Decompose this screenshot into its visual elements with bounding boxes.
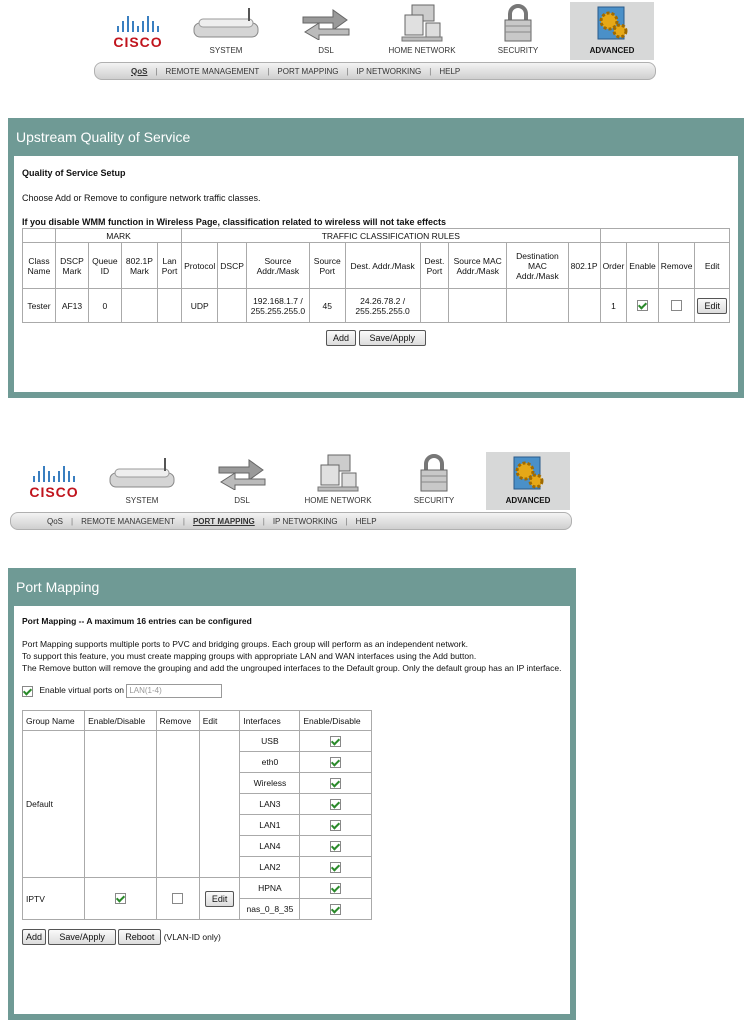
cisco-logo: CISCO (108, 16, 168, 50)
subnav-help[interactable]: HELP (355, 516, 377, 526)
interface-name: LAN2 (240, 857, 300, 878)
col-header: Source Port (309, 243, 345, 289)
interface-enable-checkbox[interactable] (330, 778, 341, 789)
cell-dscp (218, 289, 247, 323)
col-header: Lan Port (158, 243, 182, 289)
vlan-note: (VLAN-ID only) (163, 932, 221, 942)
interface-name: LAN4 (240, 836, 300, 857)
cell-edit (695, 289, 730, 323)
sub-navigation: QoS | REMOTE MANAGEMENT | PORT MAPPING | IP NETWORKING | HELP (10, 512, 572, 530)
pm-desc-3: The Remove button will remove the grouping and add the ungrouped interfaces to the Default group. Only the default group has an IP interface. (22, 663, 562, 673)
cell-dest-port (420, 289, 449, 323)
col-header: 802.1P Mark (121, 243, 157, 289)
pm-desc-2: To support this feature, you must create mapping groups with appropriate LAN and WAN interfaces using the Add button. (22, 651, 477, 661)
col-header: Destination MAC Addr./Mask (507, 243, 568, 289)
qos-warning: If you disable WMM function in Wireless Page, classification related to wireless will not take effects (22, 217, 447, 227)
gears-icon (570, 2, 654, 44)
subnav-qos[interactable]: QoS (47, 516, 64, 526)
add-button[interactable]: Add (326, 330, 356, 346)
pm-desc-1: Port Mapping supports multiple ports to PVC and bridging groups. Each group will perform as an independent network. (22, 639, 469, 649)
qos-instruction: Choose Add or Remove to configure network traffic classes. (22, 193, 261, 203)
col-header: Remove (156, 711, 199, 731)
cell-8021p-mark (121, 289, 157, 323)
nav-advanced[interactable]: ADVANCED (570, 2, 654, 60)
col-header: 802.1P (568, 243, 600, 289)
group-mark: MARK (56, 229, 182, 243)
cell-8021p (568, 289, 600, 323)
interface-name: eth0 (240, 752, 300, 773)
save-apply-button[interactable]: Save/Apply (48, 929, 116, 945)
interface-enable-checkbox[interactable] (330, 799, 341, 810)
nav-dsl[interactable]: DSL (284, 2, 368, 58)
col-header: Protocol (182, 243, 218, 289)
cell-dest: 24.26.78.2 / 255.255.255.0 (345, 289, 420, 323)
computer-icon (296, 452, 380, 494)
cell-remove (658, 289, 695, 323)
header-top (100, 0, 660, 86)
table-row (23, 731, 372, 752)
port-mapping-panel (8, 568, 576, 1020)
cell-enable (627, 289, 658, 323)
edit-button[interactable]: Edit (697, 298, 727, 314)
iptv-remove-checkbox[interactable] (172, 893, 183, 904)
lock-icon (476, 2, 560, 44)
gears-icon (486, 452, 570, 494)
subnav-ip-networking[interactable]: IP NETWORKING (272, 516, 338, 526)
subnav-port-mapping[interactable]: PORT MAPPING (192, 516, 255, 526)
col-header: Edit (695, 243, 730, 289)
col-header: Enable/Disable (300, 711, 372, 731)
col-header: Class Name (23, 243, 56, 289)
cell-dst-mac (507, 289, 568, 323)
pm-heading: Port Mapping -- A maximum 16 entries can be configured (22, 616, 252, 626)
subnav-remote-management[interactable]: REMOTE MANAGEMENT (165, 66, 260, 76)
lock-icon (392, 452, 476, 494)
interface-name: USB (240, 731, 300, 752)
cell-protocol: UDP (182, 289, 218, 323)
subnav-remote-management[interactable]: REMOTE MANAGEMENT (81, 516, 175, 526)
cell-lan-port (158, 289, 182, 323)
subnav-help[interactable]: HELP (439, 66, 461, 76)
iptv-enable-checkbox[interactable] (115, 893, 126, 904)
sub-navigation: QoS | REMOTE MANAGEMENT | PORT MAPPING | IP NETWORKING | HELP (94, 62, 656, 80)
nav-system[interactable]: SYSTEM (184, 2, 268, 58)
col-header: Enable/Disable (85, 711, 157, 731)
port-mapping-table (22, 710, 372, 920)
nav-home-network[interactable]: HOME NETWORK (380, 2, 464, 58)
group-default: Default (23, 731, 85, 878)
group-iptv: IPTV (23, 878, 85, 920)
table-row (23, 878, 372, 899)
col-header: Order (600, 243, 627, 289)
cell-queue-id: 0 (88, 289, 121, 323)
interface-name: nas_0_8_35 (240, 899, 300, 920)
nav-home-network[interactable]: HOME NETWORK (296, 452, 380, 508)
col-header: DSCP Mark (56, 243, 89, 289)
col-header: Edit (199, 711, 240, 731)
cell-source: 192.168.1.7 / 255.255.255.0 (246, 289, 309, 323)
nav-security[interactable]: SECURITY (476, 2, 560, 58)
interface-enable-checkbox[interactable] (330, 736, 341, 747)
reboot-button[interactable]: Reboot (118, 929, 161, 945)
cell-class-name: Tester (23, 289, 56, 323)
interface-name: LAN1 (240, 815, 300, 836)
interface-enable-checkbox[interactable] (330, 757, 341, 768)
qos-setup-heading: Quality of Service Setup (22, 168, 126, 178)
col-header: Source MAC Addr./Mask (449, 243, 507, 289)
cell-src-mac (449, 289, 507, 323)
virtual-ports-input[interactable]: LAN(1-4) (126, 684, 222, 698)
add-button[interactable]: Add (22, 929, 46, 945)
nav-dsl[interactable]: DSL (200, 452, 284, 508)
page-title: Upstream Quality of Service (16, 129, 191, 145)
col-header: Queue ID (88, 243, 121, 289)
nav-security[interactable]: SECURITY (392, 452, 476, 508)
interface-name: LAN3 (240, 794, 300, 815)
cell-source-port: 45 (309, 289, 345, 323)
col-header: Dest. Port (420, 243, 449, 289)
table-row (23, 289, 730, 323)
nav-advanced[interactable]: ADVANCED (486, 452, 570, 510)
col-header: Remove (658, 243, 695, 289)
enable-checkbox[interactable] (637, 300, 648, 311)
enable-virtual-ports-checkbox[interactable] (22, 686, 33, 697)
cisco-logo: CISCO (24, 466, 84, 500)
iptv-edit-button[interactable]: Edit (205, 891, 235, 907)
router-icon (100, 452, 184, 494)
col-header: DSCP (218, 243, 247, 289)
subnav-ip-networking[interactable]: IP NETWORKING (356, 66, 422, 76)
interface-name: HPNA (240, 878, 300, 899)
page-title: Port Mapping (16, 579, 100, 595)
qos-table (22, 228, 730, 323)
computer-icon (380, 2, 464, 44)
cell-dscp-mark: AF13 (56, 289, 89, 323)
arrows-icon (284, 2, 368, 44)
save-apply-button[interactable]: Save/Apply (359, 330, 427, 346)
subnav-qos[interactable]: QoS (131, 66, 148, 76)
col-header: Group Name (23, 711, 85, 731)
nav-system[interactable]: SYSTEM (100, 452, 184, 508)
col-header: Source Addr./Mask (246, 243, 309, 289)
interface-enable-checkbox[interactable] (330, 841, 341, 852)
interface-enable-checkbox[interactable] (330, 883, 341, 894)
col-header: Dest. Addr./Mask (345, 243, 420, 289)
cell-order: 1 (600, 289, 627, 323)
header-bottom (16, 450, 576, 536)
enable-virtual-ports-label: Enable virtual ports on (39, 685, 124, 696)
col-header: Enable (627, 243, 658, 289)
interface-enable-checkbox[interactable] (330, 862, 341, 873)
group-rules: TRAFFIC CLASSIFICATION RULES (182, 229, 600, 243)
interface-enable-checkbox[interactable] (330, 904, 341, 915)
qos-panel (8, 118, 744, 398)
arrows-icon (200, 452, 284, 494)
interface-enable-checkbox[interactable] (330, 820, 341, 831)
interface-name: Wireless (240, 773, 300, 794)
col-header: Interfaces (240, 711, 300, 731)
subnav-port-mapping[interactable]: PORT MAPPING (277, 66, 339, 76)
router-icon (184, 2, 268, 44)
remove-checkbox[interactable] (671, 300, 682, 311)
